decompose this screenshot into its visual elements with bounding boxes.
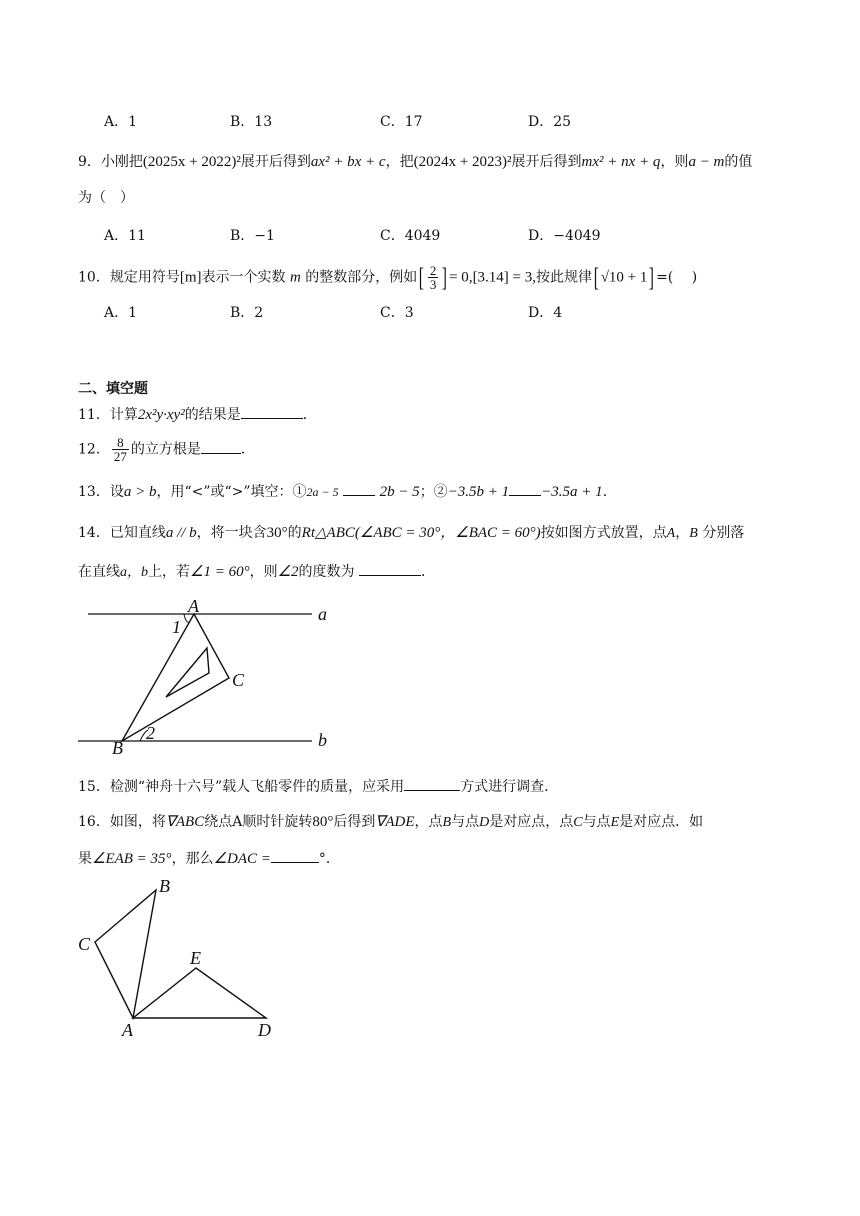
q10-symbol: [m] <box>179 269 202 286</box>
section-title: 二、填空题 <box>78 381 148 397</box>
figure-16 <box>76 874 296 1044</box>
q9-line2: 为（ ） <box>78 190 134 206</box>
q9-text: 的值 <box>724 154 753 170</box>
q10-text: 表示一个实数 <box>201 269 286 286</box>
q8-option-a: A．1 <box>104 114 138 130</box>
q12-fraction: $\frac{8}{27}$ <box>113 435 127 464</box>
q11-expr: 2x²y·xy² <box>137 407 185 423</box>
q9-expr1: (2025x + 2022)² <box>142 154 241 170</box>
triangle-ade <box>133 968 266 1018</box>
q9-option-b: B．−1 <box>230 228 275 244</box>
question-15: 15．检测“神舟十六号”载人飞船零件的质量，应采用 方式进行调查． <box>78 776 558 797</box>
q14-line2: 在直线a，b上，若∠1 = 60°，则∠2的度数为 ． <box>78 561 435 583</box>
q8-option-b: B．13 <box>230 114 273 130</box>
label-C: C <box>78 934 91 954</box>
q10-fraction: $\frac{2}{3}$ <box>429 263 437 292</box>
label-A: A <box>188 596 199 616</box>
q16-line2: 果∠EAB = 35°，那么∠DAC = °． <box>78 848 340 869</box>
q15-answer-blank[interactable] <box>404 776 460 791</box>
q9-text: 展开后得到 <box>240 154 311 170</box>
q13-blank-2[interactable] <box>509 481 541 496</box>
q10-eq2: ,[3.14] = 3, <box>468 269 537 286</box>
label-B: B <box>112 738 123 756</box>
q9-expr4: mx² + nx + q <box>581 154 661 170</box>
q10-option-d: D．4 <box>528 305 563 321</box>
label-E: E <box>190 948 201 968</box>
q9-text: 展开后得到 <box>511 154 582 170</box>
q10-text: 的整数部分，例如 <box>305 269 418 286</box>
q9-expr5: a − m <box>688 154 725 170</box>
q9-text: ，则 <box>660 154 689 170</box>
question-12: 12． $\frac{8}{27}$ 的立方根是 ． <box>78 435 255 464</box>
label-2: 2 <box>146 723 155 743</box>
q8-option-c: C．17 <box>380 114 423 130</box>
label-D: D <box>258 1020 271 1040</box>
q10-text: =( ) <box>656 269 698 286</box>
q10-radical: √10 + 1 <box>600 269 648 286</box>
q9-option-a: A．11 <box>104 228 146 244</box>
question-13: 13．设a > b，用“<”或“>”填空：①2a − 5 2b − 5；②−3.5b + 1 −3.5a + 1． <box>78 481 617 502</box>
q16-answer-blank[interactable] <box>271 848 319 863</box>
q10-option-c: C．3 <box>380 305 414 321</box>
question-14: 14．已知直线a // b，将一块含30°的Rt△ABC(∠ABC = 30°，∠BAC = 60°)按如图方式放置，点A，B 分别落 <box>78 525 745 541</box>
label-C: C <box>232 670 245 690</box>
label-b: b <box>318 730 327 750</box>
q9-expr3: (2024x + 2023)² <box>413 154 512 170</box>
triangle-abc <box>95 890 156 1018</box>
label-1: 1 <box>172 617 181 637</box>
q9-option-c: C．4049 <box>380 228 441 244</box>
label-A: A <box>122 1020 133 1040</box>
q11-answer-blank[interactable] <box>241 404 303 419</box>
q9-text: ，把 <box>385 154 414 170</box>
label-a: a <box>318 604 327 624</box>
q10-option-a: A．1 <box>104 305 138 321</box>
q10-eq1: = 0 <box>449 269 469 286</box>
q9-number: 9． <box>78 154 101 170</box>
q10-m: m <box>289 269 301 286</box>
q12-answer-blank[interactable] <box>201 439 241 454</box>
q13-blank-1[interactable] <box>343 481 375 496</box>
question-11: 11．计算2x²y·xy²的结果是 ． <box>78 404 317 425</box>
q10-option-b: B．2 <box>230 305 264 321</box>
label-B: B <box>159 876 170 896</box>
q10-text: 规定用符号 <box>109 269 180 286</box>
q9-text: 小刚把 <box>100 154 143 170</box>
q9-expr2: ax² + bx + c <box>310 154 386 170</box>
q8-option-d: D．25 <box>528 114 572 130</box>
question-16: 16．如图，将∇ABC绕点A顺时针旋转80°后得到∇ADE，点B与点D是对应点，点C与点E是对应点．如 <box>78 814 704 830</box>
q10-text: 按此规律 <box>536 269 593 286</box>
triangle-inner <box>166 648 209 697</box>
figure-14 <box>76 596 376 756</box>
q14-answer-blank[interactable] <box>359 561 421 576</box>
question-9 <box>78 152 752 172</box>
q9-option-d: D．−4049 <box>528 228 601 244</box>
q10-number: 10． <box>78 269 110 286</box>
question-10: 10．规定用符号[m]表示一个实数 m 的整数部分，例如[ $\frac{2}{3}$ ] = 0,[3.14] = 3,按此规律[ √10 + 1] =( ) <box>78 262 698 292</box>
